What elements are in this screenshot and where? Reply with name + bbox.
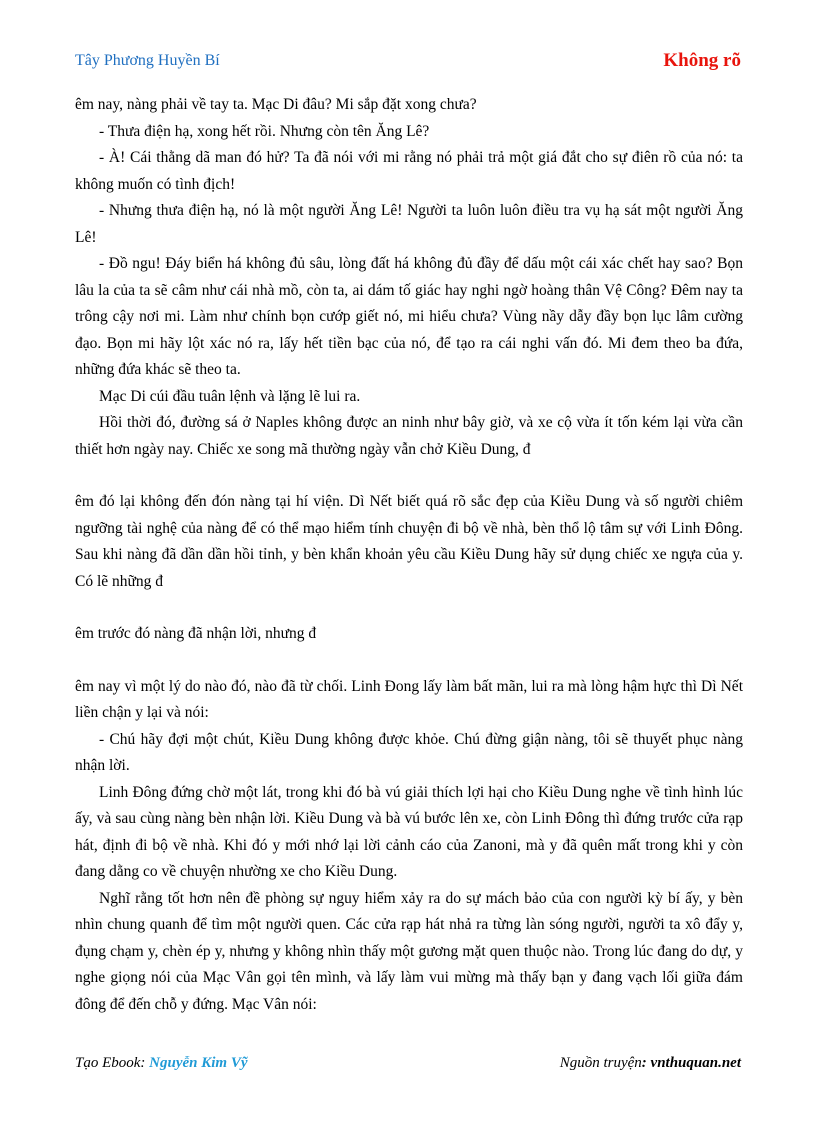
paragraph: - Đồ ngu! Đáy biển há không đủ sâu, lòng đất há không đủ đầy để dấu một cái xác chết hay sao? Bọn lâu la của ta sẽ câm như cái nhà mồ, còn ta, ai dám tố giác hay nghi ngờ hoàng thân Vệ Công? Đêm nay ta trông cậy nơi mi. Làm như chính bọn cướp giết nó, mi hiểu chưa? Vùng nầy dẫy đầy bọn lục lâm cường đạo. Bọn mi hãy lột xác nó ra, lấy hết tiền bạc của nó, để tạo ra cái nghi vấn đó. Mi đem theo ba đứa, những đứa khác sẽ theo ta. <box>75 255 743 378</box>
paragraph: Hồi thời đó, đường sá ở Naples không được an ninh như bây giờ, và xe cộ vừa ít tốn kém lại vừa cần thiết hơn ngày nay. Chiếc xe song mã thường ngày vẫn chở Kiều Dung, đ <box>75 414 743 458</box>
ebook-creator: Nguyễn Kim Vỹ <box>149 1055 248 1071</box>
page-header <box>75 50 741 74</box>
source-label: Nguồn truyện <box>559 1055 642 1071</box>
paragraph: - Nhưng thưa điện hạ, nó là một người Ăng Lê! Người ta luôn luôn điều tra vụ hạ sát một người Ăng Lê! <box>75 202 743 246</box>
ebook-separator: : <box>140 1055 150 1071</box>
paragraph: - Thưa điện hạ, xong hết rồi. Nhưng còn tên Ăng Lê? <box>99 122 430 140</box>
paragraph: - À! Cái thằng dã man đó hử? Ta đã nói với mi rằng nó phải trả một giá đắt cho sự điên rồ của nó: ta không muốn có tình địch! <box>75 149 743 193</box>
paragraph: Mạc Di cúi đầu tuân lệnh và lặng lẽ lui ra. <box>99 387 361 405</box>
paragraph: - Chú hãy đợi một chút, Kiều Dung không được khỏe. Chú đừng giận nàng, tôi sẽ thuyết phục nàng nhận lời. <box>75 730 743 774</box>
paragraph: êm trước đó nàng đã nhận lời, nhưng đ <box>75 625 317 642</box>
paragraph: êm đó lại không đến đón nàng tại hí viện. Dì Nết biết quá rõ sắc đẹp của Kiều Dung và số người chiêm ngưỡng tài nghệ của nàng để có thể mạo hiểm tính chuyện đi bộ về nhà, bèn thổ lộ tâm sự với Linh Đông. Sau khi nàng đã dần dần hồi tỉnh, y bèn khẩn khoản yêu cầu Kiều Dung hãy sử dụng chiếc xe ngựa của y. Có lẽ những đ <box>75 493 743 590</box>
ebook-credit <box>75 1055 248 1072</box>
series-title: Tây Phương Huyền Bí <box>75 52 220 69</box>
source-separator: : <box>641 1055 651 1071</box>
author-name: Không rõ <box>663 50 741 71</box>
source-credit <box>560 1055 741 1072</box>
paragraph: Nghĩ rằng tốt hơn nên đề phòng sự nguy hiểm xảy ra do sự mách bảo của con người kỳ bí ấy, y bèn nhìn chung quanh để tìm một người quen. Các cửa rạp hát nhả ra từng làn sóng người, người ta xô đẩy y, đụng chạm y, chèn ép y, nhưng y không nhìn thấy một gương mặt quen thuộc nào. Trong lúc đang do dự, y nghe giọng nói của Mạc Vân gọi tên mình, và lấy làm vui mừng mà thấy bạn y đang vạch lối giữa đám đông để đến chỗ y đứng. Mạc Vân nói: <box>75 889 743 1013</box>
page-body <box>75 92 743 1018</box>
paragraph: Linh Đông đứng chờ một lát, trong khi đó bà vú giải thích lợi hại cho Kiều Dung nghe về tình hình lúc ấy, và sau cùng nàng bèn nhận lời. Kiều Dung và bà vú bước lên xe, còn Linh Đông thì đứng trước cửa rạp hát, định đi bộ về nhà. Khi đó y mới nhớ lại lời cảnh cáo của Zanoni, mà y đã quên mất trong khi y còn đang dằng co về chuyện nhường xe cho Kiều Dung. <box>75 783 743 880</box>
source-site[interactable]: vnthuquan.net <box>650 1055 741 1071</box>
ebook-label: Tạo Ebook <box>75 1055 141 1071</box>
paragraph: êm nay vì một lý do nào đó, nào đã từ chối. Linh Đong lấy làm bất mãn, lui ra mà lòng hậm hực thì Dì Nết liền chận y lại và nói: <box>75 677 743 721</box>
paragraph: êm nay, nàng phải về tay ta. Mạc Di đâu? Mi sắp đặt xong chưa? <box>75 96 477 113</box>
